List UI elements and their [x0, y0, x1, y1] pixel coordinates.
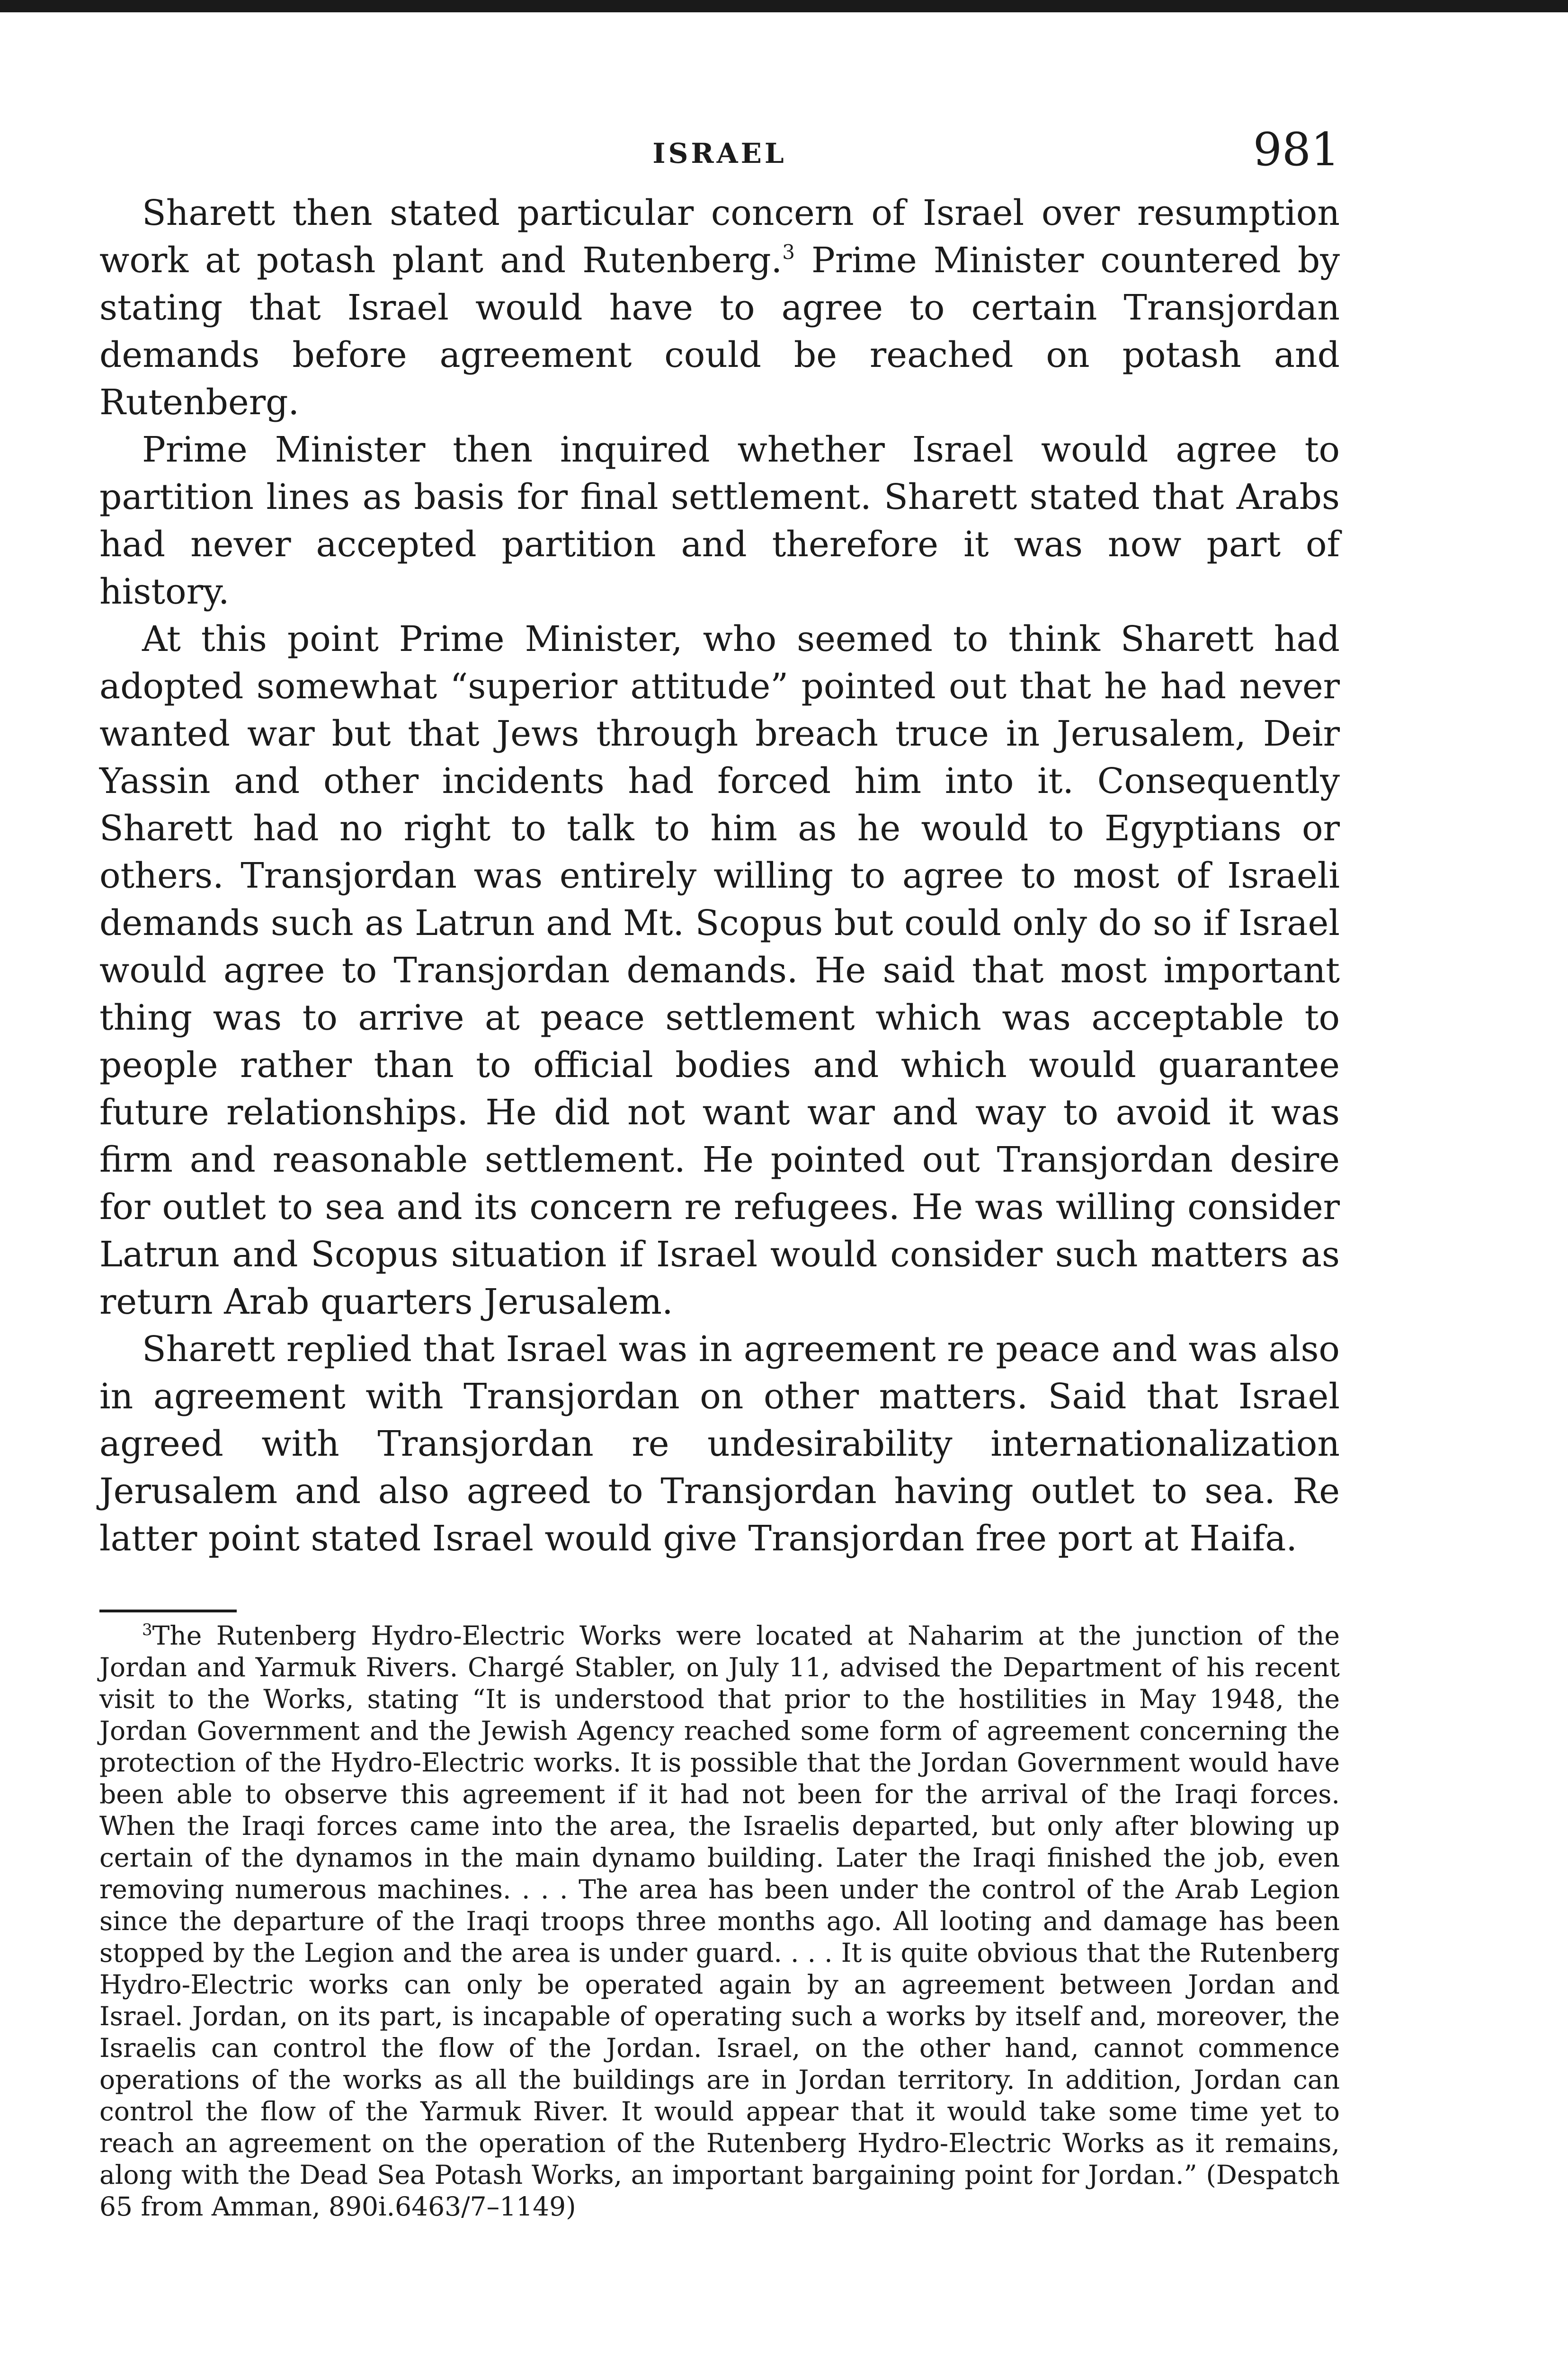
footnote	[99, 1620, 1340, 2223]
footnote-divider	[99, 1610, 237, 1612]
paragraph-1-text: Sharett then stated particular concern of Israel over resumption work at potash plant and Rutenberg.	[99, 193, 1340, 281]
running-title: ISRAEL	[652, 137, 787, 169]
body-text	[99, 189, 1340, 1562]
footnote-text: The Rutenberg Hydro-Electric Works were located at Naharim at the junction of the Jordan and Yarmuk Rivers. Chargé Stabler, on July 11, advised the Department of his recent visit to the Works, stating “It is understood that prior to the hostilities in May 1948, the Jordan Government and the Jewish Agency reached some form of agreement concerning the protection of the Hydro-Electric works. It is possible that the Jordan Government would have been able to observe this agreement if it had not been for the arrival of the Iraqi forces. When the Iraqi forces came into the area, the Israelis departed, but only after blowing up certain of the dynamos in the main dynamo building. Later the Iraqi finished the job, even removing numerous machines. . . . The area has been under the control of the Arab Legion since the departure of the Iraqi troops three months ago. All looting and damage has been stopped by the Legion and the area is under guard. . . . It is quite obvious that the Rutenberg Hydro-Electric works can only be operated again by an agreement between Jordan and Israel. Jordan, on its part, is incapable of operating such a works by itself and, moreover, the Israelis can control the flow of the Jordan. Israel, on the other hand, cannot commence operations of the works as all the buildings are in Jordan territory. In addition, Jordan can control the flow of the Yarmuk River. It would appear that it would take some time yet to reach an agreement on the operation of the Rutenberg Hydro-Electric Works as it remains, along with the Dead Sea Potash Works, an important bargaining point for Jordan.” (Despatch 65 from Amman, 890i.6463/7–1149)	[99, 1620, 1340, 2222]
paragraph-3: At this point Prime Minister, who seemed to think Sharett had adopted somewhat “superior attitude” pointed out that he had never wanted war but that Jews through breach truce in Jerusalem, Deir Yassin and other incidents had forced him into it. Consequently Sharett had no right to talk to him as he would to Egyptians or others. Transjordan was entirely willing to agree to most of Israeli demands such as Latrun and Mt. Scopus but could only do so if Israel would agree to Transjordan demands. He said that most important thing was to arrive at peace settlement which was acceptable to people rather than to official bodies and which would guarantee future relationships. He did not want war and way to avoid it was firm and reasonable settlement. He pointed out Transjordan desire for outlet to sea and its concern re refugees. He was willing consider Latrun and Scopus situation if Israel would consider such matters as return Arab quarters Jerusalem.	[99, 619, 1340, 1322]
top-edge-rule	[0, 0, 1568, 12]
running-head	[99, 114, 1340, 189]
paragraph-1	[99, 189, 1340, 426]
page-number: 981	[1253, 123, 1340, 176]
footnote-reference: 3	[782, 240, 795, 264]
footnote-marker: 3	[142, 1620, 152, 1639]
paragraph-1-text-continued: Prime Minister countered by stating that Israel would have to agree to certain Transjordan demands before agreement could be reached on potash and Rutenberg.	[99, 240, 1340, 423]
document-page	[99, 114, 1340, 2223]
paragraph-4: Sharett replied that Israel was in agreement re peace and was also in agreement with Transjordan on other matters. Said that Israel agreed with Transjordan re undesirability internationalization Jerusalem and also agreed to Transjordan having outlet to sea. Re latter point stated Israel would give Transjordan free port at Haifa.	[99, 1329, 1340, 1559]
paragraph-2: Prime Minister then inquired whether Israel would agree to partition lines as basis for final settlement. Sharett stated that Arabs had never accepted partition and therefore it was now part of history.	[99, 429, 1340, 612]
